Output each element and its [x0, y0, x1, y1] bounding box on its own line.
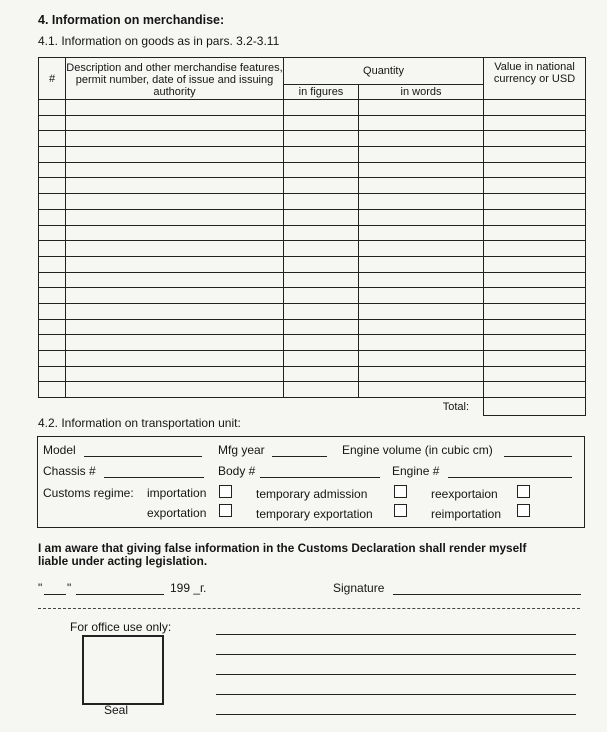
office-line[interactable]: [216, 674, 576, 675]
cell-in-words[interactable]: [359, 272, 484, 288]
cell-num[interactable]: [39, 178, 66, 194]
cell-in-words[interactable]: [359, 303, 484, 319]
exportation-checkbox[interactable]: [219, 504, 232, 517]
declaration-line-2: liable under acting legislation.: [38, 554, 208, 568]
cell-num[interactable]: [39, 288, 66, 304]
engine-volume-label: Engine volume (in cubic cm): [342, 443, 493, 457]
cell-in-words[interactable]: [359, 351, 484, 367]
cell-description[interactable]: [66, 225, 284, 241]
cell-description[interactable]: [66, 194, 284, 210]
col-header-quantity: Quantity: [284, 58, 484, 85]
cell-num[interactable]: [39, 100, 66, 116]
cell-num[interactable]: [39, 335, 66, 351]
cell-num[interactable]: [39, 241, 66, 257]
table-row: [39, 162, 586, 178]
cell-value[interactable]: [484, 147, 586, 163]
reimportation-label: reimportation: [431, 507, 502, 521]
cell-in-words[interactable]: [359, 178, 484, 194]
cell-num[interactable]: [39, 319, 66, 335]
cell-in-words[interactable]: [359, 335, 484, 351]
table-row: [39, 178, 586, 194]
cell-num[interactable]: [39, 272, 66, 288]
cell-in-words[interactable]: [359, 162, 484, 178]
cell-in-words[interactable]: [359, 241, 484, 257]
table-row: [39, 100, 586, 116]
cell-in-words[interactable]: [359, 366, 484, 382]
cell-num[interactable]: [39, 366, 66, 382]
cell-description[interactable]: [66, 100, 284, 116]
table-row: [39, 115, 586, 131]
office-line[interactable]: [216, 634, 576, 635]
cell-in-figures[interactable]: [284, 272, 359, 288]
cell-value[interactable]: [484, 382, 586, 398]
cell-value[interactable]: [484, 115, 586, 131]
cell-value[interactable]: [484, 351, 586, 367]
table-row: [39, 209, 586, 225]
cell-in-words[interactable]: [359, 115, 484, 131]
table-row: [39, 147, 586, 163]
engine-field[interactable]: [448, 477, 572, 478]
cell-value[interactable]: [484, 100, 586, 116]
office-line[interactable]: [216, 714, 576, 715]
cell-num[interactable]: [39, 209, 66, 225]
date-day-field[interactable]: [44, 594, 66, 595]
goods-subtitle: 4.1. Information on goods as in pars. 3.2-3.11: [38, 34, 280, 48]
col-header-in-figures: in figures: [284, 85, 359, 100]
office-line[interactable]: [216, 694, 576, 695]
cell-description[interactable]: [66, 303, 284, 319]
cell-value[interactable]: [484, 131, 586, 147]
cell-in-figures[interactable]: [284, 366, 359, 382]
cell-value[interactable]: [484, 335, 586, 351]
cell-in-figures[interactable]: [284, 241, 359, 257]
engine-volume-field[interactable]: [504, 456, 572, 457]
signature-label: Signature: [333, 581, 385, 595]
cell-in-words[interactable]: [359, 209, 484, 225]
cell-description[interactable]: [66, 209, 284, 225]
cell-num[interactable]: [39, 351, 66, 367]
cell-value[interactable]: [484, 366, 586, 382]
cell-value[interactable]: [484, 162, 586, 178]
table-row: [39, 194, 586, 210]
engine-label: Engine #: [392, 464, 440, 478]
cell-description[interactable]: [66, 178, 284, 194]
cell-value[interactable]: [484, 194, 586, 210]
col-header-num: #: [39, 58, 66, 100]
cell-description[interactable]: [66, 131, 284, 147]
cell-description[interactable]: [66, 319, 284, 335]
separator-line: [38, 608, 580, 609]
importation-label: importation: [147, 486, 207, 500]
body-label: Body #: [218, 464, 256, 478]
temporary-exportation-label: temporary exportation: [256, 507, 373, 521]
cell-in-words[interactable]: [359, 194, 484, 210]
cell-in-figures[interactable]: [284, 382, 359, 398]
cell-value[interactable]: [484, 272, 586, 288]
mfg-year-field[interactable]: [272, 456, 327, 457]
cell-description[interactable]: [66, 162, 284, 178]
cell-description[interactable]: [66, 272, 284, 288]
cell-in-figures[interactable]: [284, 115, 359, 131]
cell-in-words[interactable]: [359, 100, 484, 116]
cell-in-figures[interactable]: [284, 288, 359, 304]
date-month-field[interactable]: [76, 594, 164, 595]
office-use-label: For office use only:: [70, 620, 172, 634]
col-header-in-words: in words: [359, 85, 484, 100]
chassis-label: Chassis #: [43, 464, 96, 478]
table-row: [39, 225, 586, 241]
cell-num[interactable]: [39, 303, 66, 319]
col-header-description: Description and other merchandise features, permit number, date of issue and issuing authority: [66, 58, 284, 100]
goods-table: [38, 57, 586, 416]
transport-subtitle: 4.2. Information on transportation unit:: [38, 416, 241, 430]
signature-field[interactable]: [393, 594, 581, 595]
mfg-year-label: Mfg year: [218, 443, 265, 457]
table-row: [39, 256, 586, 272]
cell-description[interactable]: [66, 147, 284, 163]
cell-description[interactable]: [66, 256, 284, 272]
cell-value[interactable]: [484, 303, 586, 319]
cell-in-words[interactable]: [359, 225, 484, 241]
seal-label: Seal: [104, 703, 129, 717]
reexportation-checkbox[interactable]: [517, 485, 530, 498]
table-row: [39, 131, 586, 147]
date-year-label: 199 _г.: [170, 581, 207, 595]
seal-box: [82, 635, 164, 705]
table-row: [39, 335, 586, 351]
cell-in-figures[interactable]: [284, 225, 359, 241]
cell-value[interactable]: [484, 241, 586, 257]
cell-value[interactable]: [484, 256, 586, 272]
chassis-field[interactable]: [104, 477, 204, 478]
cell-in-figures[interactable]: [284, 351, 359, 367]
cell-description[interactable]: [66, 115, 284, 131]
cell-in-figures[interactable]: [284, 319, 359, 335]
total-value-field[interactable]: [484, 398, 586, 416]
cell-value[interactable]: [484, 225, 586, 241]
transport-box: [37, 436, 585, 528]
cell-description[interactable]: [66, 288, 284, 304]
date-quote-open: ": [38, 581, 43, 595]
table-row: [39, 241, 586, 257]
cell-description[interactable]: [66, 382, 284, 398]
cell-in-words[interactable]: [359, 319, 484, 335]
table-row: [39, 288, 586, 304]
cell-num[interactable]: [39, 382, 66, 398]
table-row: [39, 351, 586, 367]
cell-in-figures[interactable]: [284, 209, 359, 225]
cell-num[interactable]: [39, 162, 66, 178]
cell-in-figures[interactable]: [284, 100, 359, 116]
cell-in-words[interactable]: [359, 288, 484, 304]
cell-num[interactable]: [39, 147, 66, 163]
body-field[interactable]: [260, 477, 380, 478]
cell-value[interactable]: [484, 178, 586, 194]
total-label: Total:: [442, 400, 469, 413]
exportation-label: exportation: [147, 506, 207, 520]
cell-in-figures[interactable]: [284, 335, 359, 351]
table-row: [39, 366, 586, 382]
cell-description[interactable]: [66, 335, 284, 351]
customs-regime-label: Customs regime:: [43, 486, 134, 500]
table-row: [39, 382, 586, 398]
col-header-value: Value in national currency or USD: [484, 58, 586, 100]
declaration-line-1: I am aware that giving false information in the Customs Declaration shall render myself: [38, 541, 527, 555]
cell-in-figures[interactable]: [284, 131, 359, 147]
cell-in-figures[interactable]: [284, 147, 359, 163]
temporary-admission-checkbox[interactable]: [394, 485, 407, 498]
temporary-exportation-checkbox[interactable]: [394, 504, 407, 517]
cell-value[interactable]: [484, 288, 586, 304]
cell-value[interactable]: [484, 209, 586, 225]
date-quote-close: ": [67, 581, 72, 595]
table-row: [39, 303, 586, 319]
cell-num[interactable]: [39, 131, 66, 147]
cell-description[interactable]: [66, 351, 284, 367]
table-row: [39, 319, 586, 335]
cell-in-words[interactable]: [359, 382, 484, 398]
cell-in-words[interactable]: [359, 147, 484, 163]
cell-in-figures[interactable]: [284, 303, 359, 319]
cell-num[interactable]: [39, 256, 66, 272]
model-label: Model: [43, 443, 76, 457]
cell-in-figures[interactable]: [284, 194, 359, 210]
cell-num[interactable]: [39, 194, 66, 210]
reimportation-checkbox[interactable]: [517, 504, 530, 517]
cell-description[interactable]: [66, 241, 284, 257]
cell-in-figures[interactable]: [284, 162, 359, 178]
importation-checkbox[interactable]: [219, 485, 232, 498]
cell-in-figures[interactable]: [284, 178, 359, 194]
section-title: 4. Information on merchandise:: [38, 13, 225, 27]
cell-num[interactable]: [39, 115, 66, 131]
reexportation-label: reexportaion: [431, 487, 498, 501]
cell-description[interactable]: [66, 366, 284, 382]
office-line[interactable]: [216, 654, 576, 655]
cell-in-words[interactable]: [359, 131, 484, 147]
cell-value[interactable]: [484, 319, 586, 335]
cell-in-figures[interactable]: [284, 256, 359, 272]
table-row: [39, 272, 586, 288]
cell-num[interactable]: [39, 225, 66, 241]
model-field[interactable]: [84, 456, 202, 457]
cell-in-words[interactable]: [359, 256, 484, 272]
temporary-admission-label: temporary admission: [256, 487, 368, 501]
